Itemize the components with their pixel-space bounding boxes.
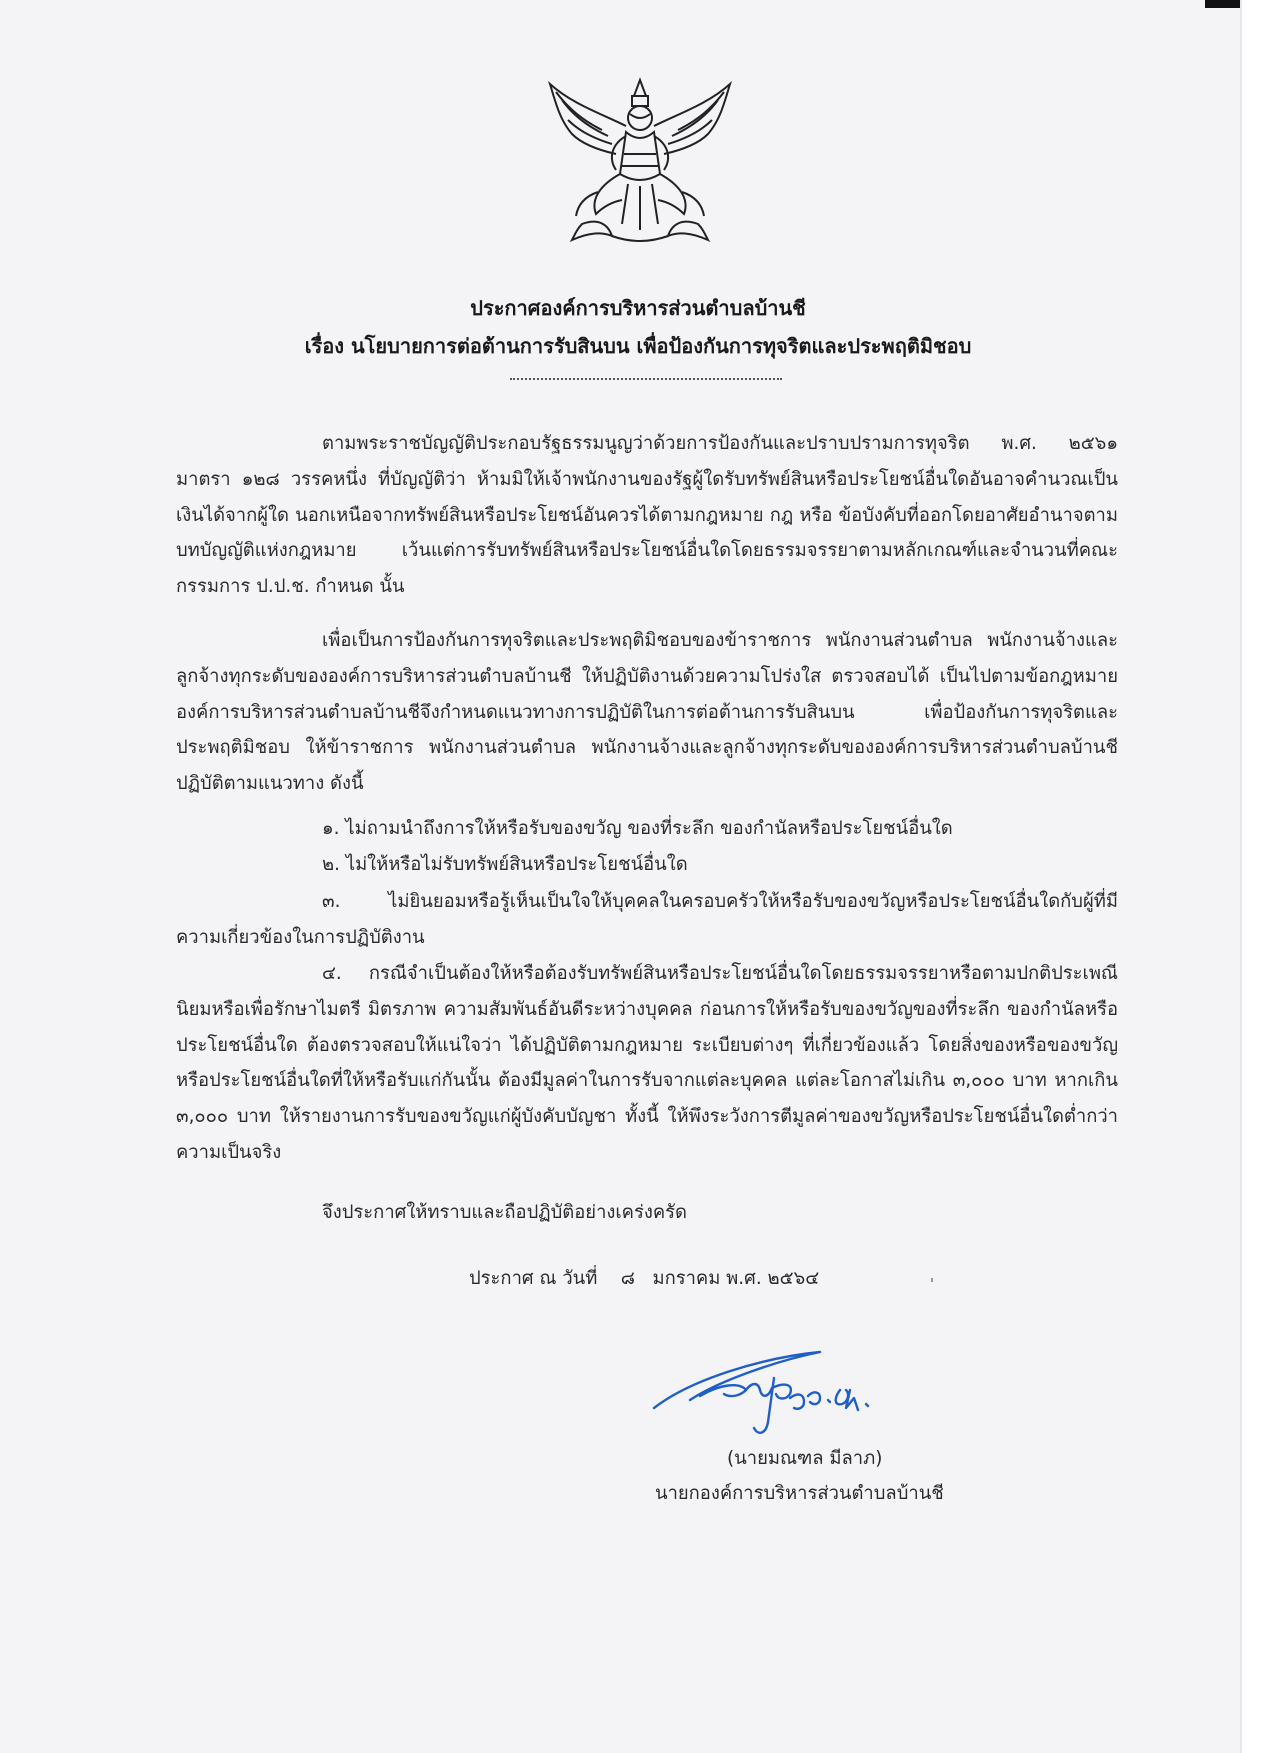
scan-edge-mark [1205,0,1240,8]
guideline-item: ๓. ไม่ยินยอมหรือรู้เห็นเป็นใจให้บุคคลในครอบครัวให้หรือรับของขวัญหรือประโยชน์อื่นใดกับผู้ที่มีความเกี่ยวข้องในการปฏิบัติงาน [176,891,1118,948]
handwritten-signature [650,1340,950,1450]
body-paragraph: เพื่อเป็นการป้องกันการทุจริตและประพฤติมิชอบของข้าราชการ พนักงานส่วนตำบล พนักงานจ้างและลูกจ้างทุกระดับขององค์การบริหารส่วนตำบลบ้านชี ให้ปฏิบัติงานด้วยความโปร่งใส ตรวจสอบได้ เป็นไปตามข้อกฎหมาย องค์การบริหารส่วนตำบลบ้านชีจึงกำหนดแนวทางการปฏิบัติในการต่อต้านการรับสินบน เพื่อป้องกันการทุจริตและประพฤติมิชอบ ให้ข้าราชการ พนักงานส่วนตำบล พนักงานจ้างและลูกจ้างทุกระดับขององค์การบริหารส่วนตำบลบ้านชี ปฏิบัติตามแนวทาง ดังนี้ [176,630,1118,795]
guideline-item: ๒. ไม่ให้หรือไม่รับทรัพย์สินหรือประโยชน์อื่นใด [322,854,688,875]
guideline-item: ๑. ไม่ถามนำถึงการให้หรือรับของขวัญ ของที่ระลึก ของกำนัลหรือประโยชน์อื่นใด [322,818,953,839]
body-paragraph: ตามพระราชบัญญัติประกอบรัฐธรรมนูญว่าด้วยการป้องกันและปราบปรามการทุจริต พ.ศ. ๒๕๖๑ มาตรา ๑๒๘ วรรคหนึ่ง ที่บัญญัติว่า ห้ามมิให้เจ้าพนักงานของรัฐผู้ใดรับทรัพย์สินหรือประโยชน์อื่นใดอันอาจคำนวณเป็นเงินได้จากผู้ใด นอกเหนือจากทรัพย์สินหรือประโยชน์อันควรได้ตามกฎหมาย กฎ หรือ ข้อบังคับที่ออกโดยอาศัยอำนาจตามบทบัญญัติแห่งกฎหมาย เว้นแต่การรับทรัพย์สินหรือประโยชน์อื่นใดโดยธรรมจรรยาตามหลักเกณฑ์และจำนวนที่คณะกรรมการ ป.ป.ช. กำหนด นั้น [176,433,1118,598]
garuda-emblem [542,74,738,250]
announcement-subject: เรื่อง นโยบายการต่อต้านการรับสินบน เพื่อป้องกันการทุจริตและประพฤติมิชอบ [304,334,972,358]
dotted-separator [510,378,782,380]
date-line: ประกาศ ณ วันที่ ๘ มกราคม พ.ศ. ๒๕๖๔ [469,1268,820,1289]
guideline-item: ๔. กรณีจำเป็นต้องให้หรือต้องรับทรัพย์สินหรือประโยชน์อื่นใดโดยธรรมจรรยาหรือตามปกติประเพณีนิยมหรือเพื่อรักษาไมตรี มิตรภาพ ความสัมพันธ์อันดีระหว่างบุคคล ก่อนการให้หรือรับของขวัญของที่ระลึก ของกำนัลหรือประโยชน์อื่นใด ต้องตรวจสอบให้แน่ใจว่า ได้ปฏิบัติตามกฎหมาย ระเบียบต่างๆ ที่เกี่ยวข้องแล้ว โดยสิ่งของหรือของขวัญหรือประโยชน์อื่นใดที่ให้หรือรับแก่กันนั้น ต้องมีมูลค่าในการรับจากแต่ละบุคคล แต่ละโอกาสไม่เกิน ๓,๐๐๐ บาท หากเกิน ๓,๐๐๐ บาท ให้รายงานการรับของขวัญแก่ผู้บังคับบัญชา ทั้งนี้ ให้พึงระวังการตีมูลค่าของขวัญหรือประโยชน์อื่นใดต่ำกว่าความเป็นจริง [176,963,1118,1163]
signer-name: (นายมณฑล มีลาภ) [727,1448,883,1469]
scan-speck [931,1278,933,1282]
closing-statement: จึงประกาศให้ทราบและถือปฏิบัติอย่างเคร่งครัด [322,1202,687,1223]
signer-position: นายกองค์การบริหารส่วนตำบลบ้านชี [655,1483,944,1504]
announcement-title: ประกาศองค์การบริหารส่วนตำบลบ้านชี [470,296,806,320]
